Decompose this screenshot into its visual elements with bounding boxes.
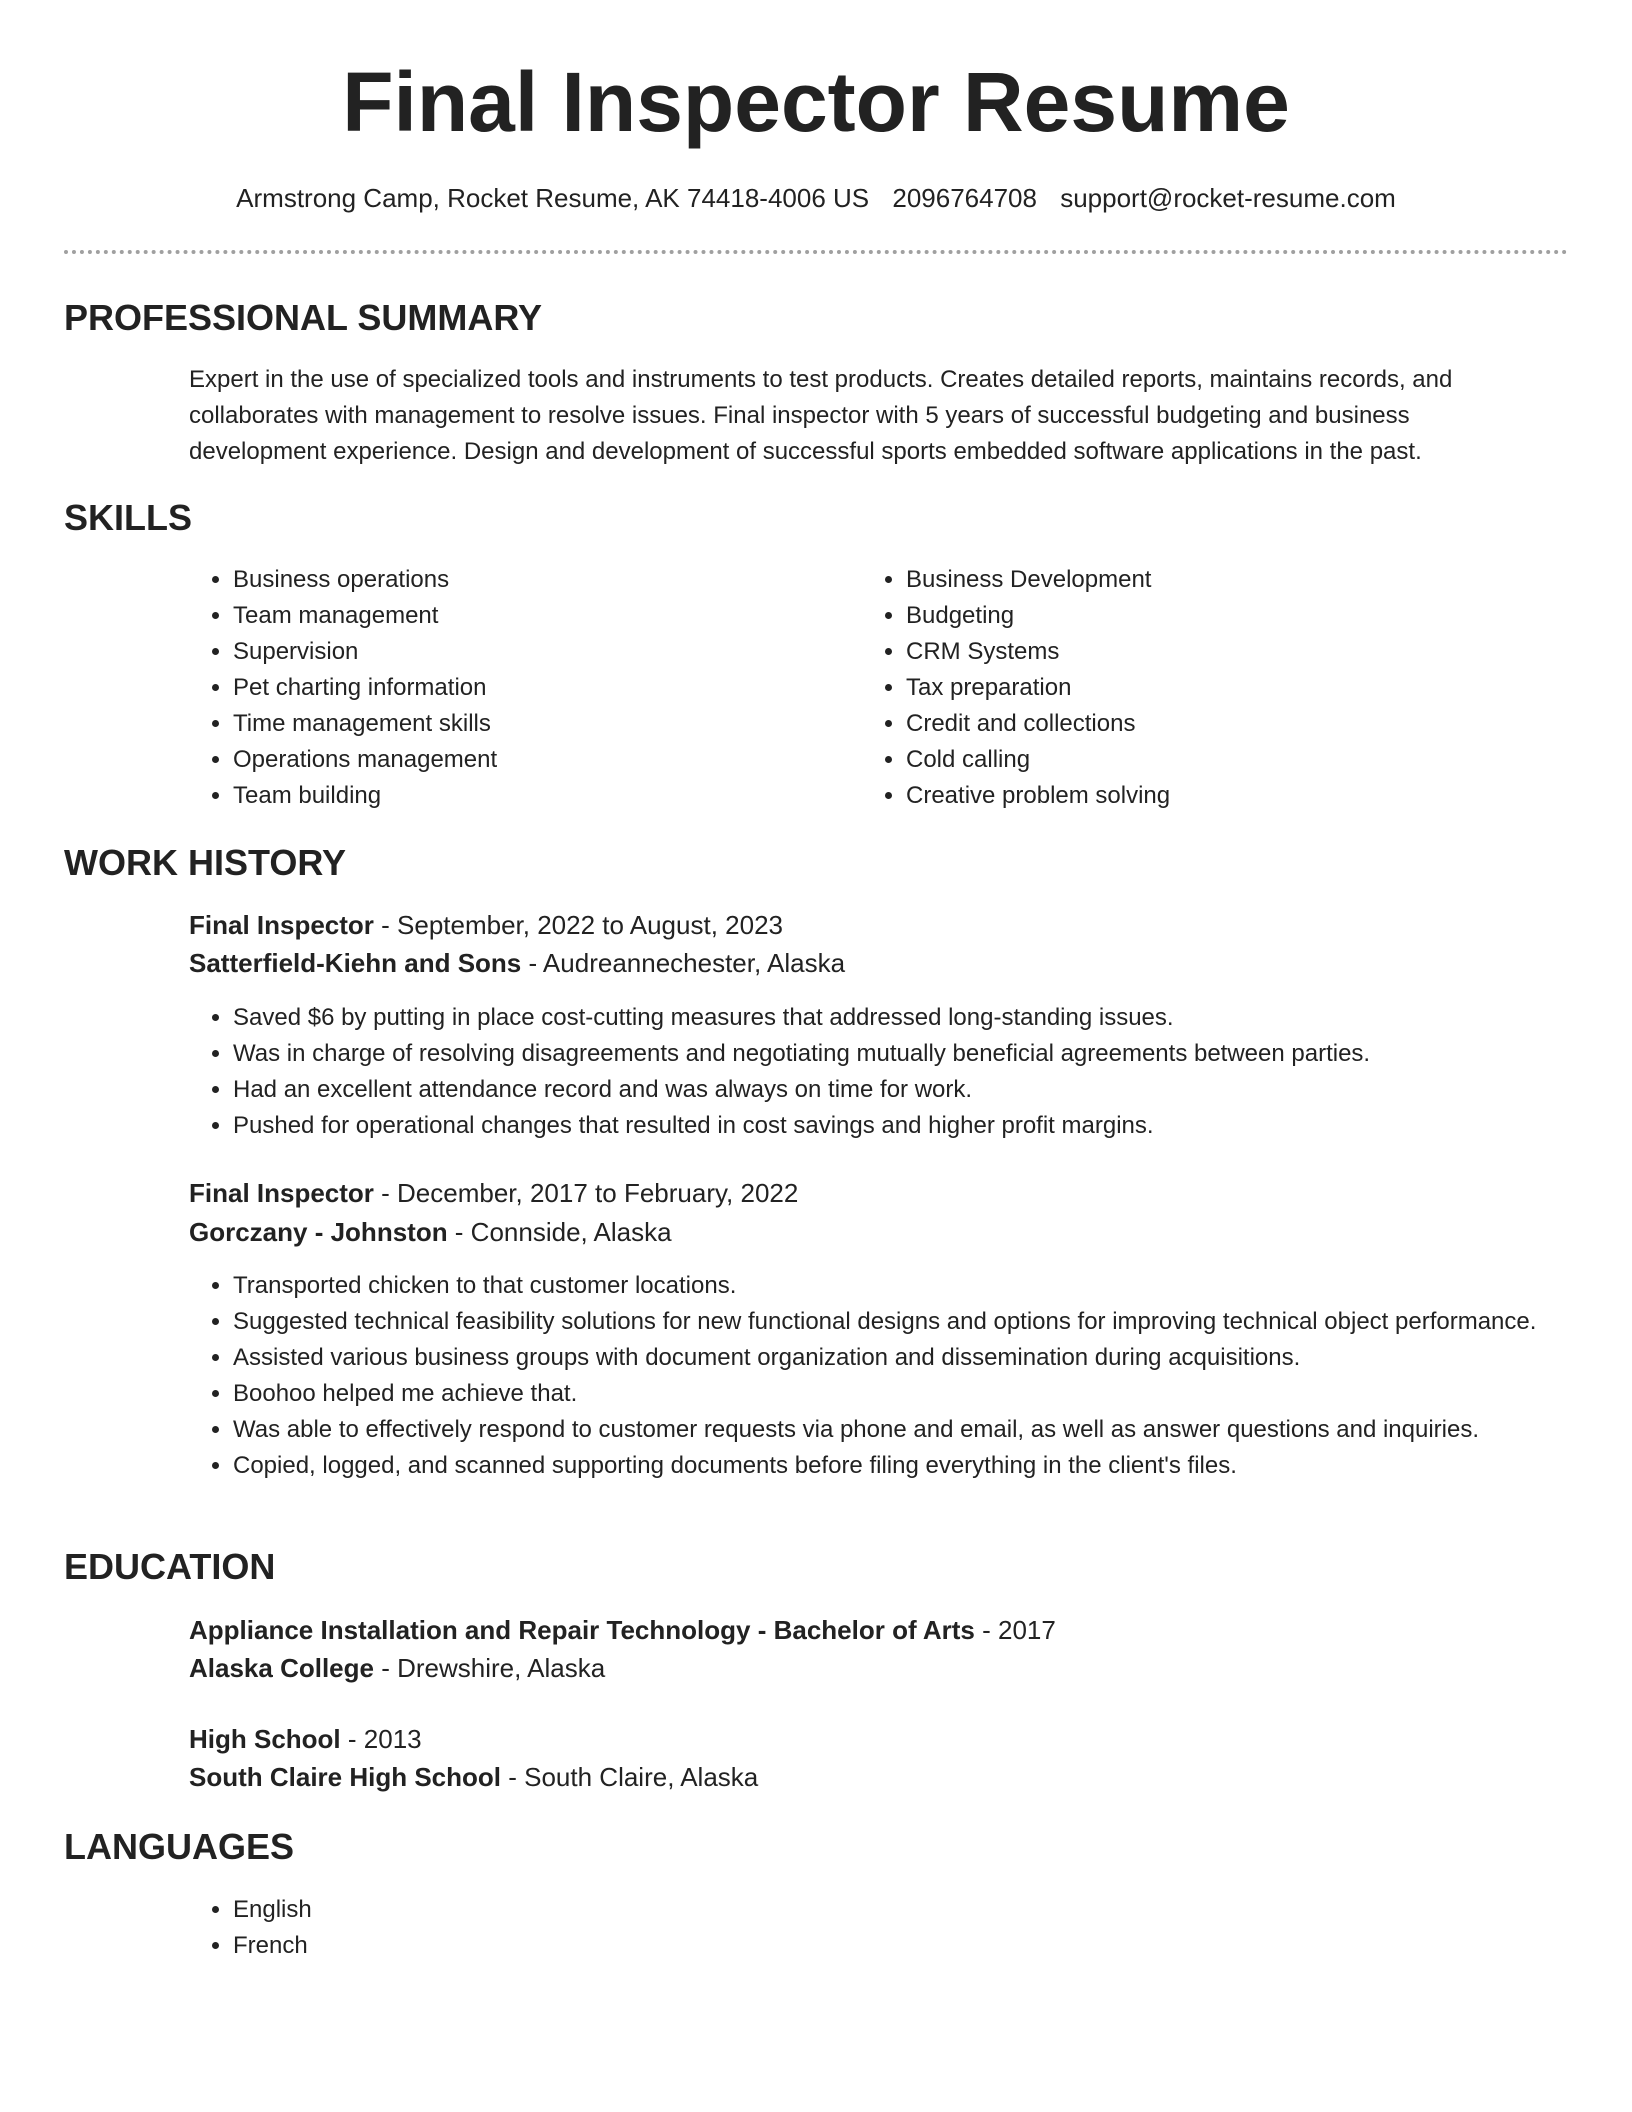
edu-degree: Appliance Installation and Repair Technology - Bachelor of Arts — [189, 1615, 975, 1645]
job-title-line — [189, 906, 783, 944]
skill-item: • Team management — [233, 598, 853, 634]
job-bullets — [189, 1000, 1613, 1144]
skill-item: • Tax preparation — [906, 670, 1526, 706]
edu-location: - Drewshire, Alaska — [373, 1653, 606, 1683]
edu-year: - 2013 — [340, 1724, 422, 1754]
job-bullet: • Was able to effectively respond to customer requests via phone and email, as well as answer questions and inquiries. — [233, 1412, 1613, 1448]
job-bullet: • Was in charge of resolving disagreements and negotiating mutually beneficial agreements between parties. — [233, 1036, 1613, 1072]
edu-school: South Claire High School — [189, 1762, 502, 1792]
skill-item: • CRM Systems — [906, 634, 1526, 670]
job-company-line — [189, 944, 845, 982]
job-role: Final Inspector — [189, 1178, 374, 1208]
languages-heading: LANGUAGES — [64, 1826, 295, 1867]
edu-school-line — [189, 1758, 758, 1796]
edu-school-line — [189, 1649, 605, 1687]
skills-heading: SKILLS — [64, 497, 193, 538]
address: Armstrong Camp, Rocket Resume, AK 74418-4006 US — [236, 183, 870, 213]
language-item: • French — [233, 1928, 853, 1964]
job-bullet: • Suggested technical feasibility solutions for new functional designs and options for improving technical object performance. — [233, 1304, 1613, 1340]
work-heading: WORK HISTORY — [64, 842, 347, 883]
language-item: • English — [233, 1892, 853, 1928]
job-bullet: • Boohoo helped me achieve that. — [233, 1376, 1613, 1412]
edu-school: Alaska College — [189, 1653, 374, 1683]
skill-item: • Budgeting — [906, 598, 1526, 634]
job-dates: - September, 2022 to August, 2023 — [373, 910, 783, 940]
edu-degree-line — [189, 1720, 422, 1758]
email: support@rocket-resume.com — [1060, 183, 1396, 213]
job-bullets — [189, 1268, 1613, 1484]
job-company: Gorczany - Johnston — [189, 1217, 448, 1247]
skill-item: • Supervision — [233, 634, 853, 670]
job-role: Final Inspector — [189, 910, 374, 940]
skill-item: • Cold calling — [906, 742, 1526, 778]
job-company-line — [189, 1213, 672, 1251]
contact-line — [0, 180, 1632, 216]
job-location: - Audreannechester, Alaska — [521, 948, 846, 978]
job-bullet: • Transported chicken to that customer locations. — [233, 1268, 1613, 1304]
job-bullet: • Pushed for operational changes that resulted in cost savings and higher profit margins. — [233, 1108, 1613, 1144]
skill-item: • Time management skills — [233, 706, 853, 742]
languages-list — [189, 1892, 853, 1964]
summary-heading: PROFESSIONAL SUMMARY — [64, 297, 543, 338]
header-divider — [64, 250, 1568, 254]
job-bullet: • Saved $6 by putting in place cost-cutting measures that addressed long-standing issues. — [233, 1000, 1613, 1036]
skill-item: • Credit and collections — [906, 706, 1526, 742]
skill-item: • Pet charting information — [233, 670, 853, 706]
edu-degree-line — [189, 1611, 1056, 1649]
job-location: - Connside, Alaska — [447, 1217, 672, 1247]
resume-title: Final Inspector Resume — [342, 55, 1290, 149]
education-heading: EDUCATION — [64, 1546, 276, 1587]
edu-degree: High School — [189, 1724, 341, 1754]
skill-item: • Business Development — [906, 562, 1526, 598]
skills-list-left — [189, 562, 853, 814]
skill-item: • Business operations — [233, 562, 853, 598]
job-company: Satterfield-Kiehn and Sons — [189, 948, 522, 978]
skills-list-right — [862, 562, 1526, 814]
job-bullet: • Assisted various business groups with document organization and dissemination during acquisitions. — [233, 1340, 1613, 1376]
job-dates: - December, 2017 to February, 2022 — [373, 1178, 799, 1208]
job-bullet: • Copied, logged, and scanned supporting documents before filing everything in the client's files. — [233, 1448, 1613, 1484]
skill-item: • Creative problem solving — [906, 778, 1526, 814]
job-title-line — [189, 1174, 798, 1212]
phone: 2096764708 — [892, 183, 1037, 213]
skill-item: • Operations management — [233, 742, 853, 778]
edu-location: - South Claire, Alaska — [501, 1762, 759, 1792]
job-bullet: • Had an excellent attendance record and was always on time for work. — [233, 1072, 1613, 1108]
skill-item: • Team building — [233, 778, 853, 814]
summary-text: Expert in the use of specialized tools and instruments to test products. Creates detailed reports, maintains records, and collaborates with management to resolve issues. Final inspector with 5 years of successful budgeting and business development experience. Design and development of successful sports embedded software applications in the past. — [189, 366, 1453, 465]
edu-year: - 2017 — [974, 1615, 1056, 1645]
